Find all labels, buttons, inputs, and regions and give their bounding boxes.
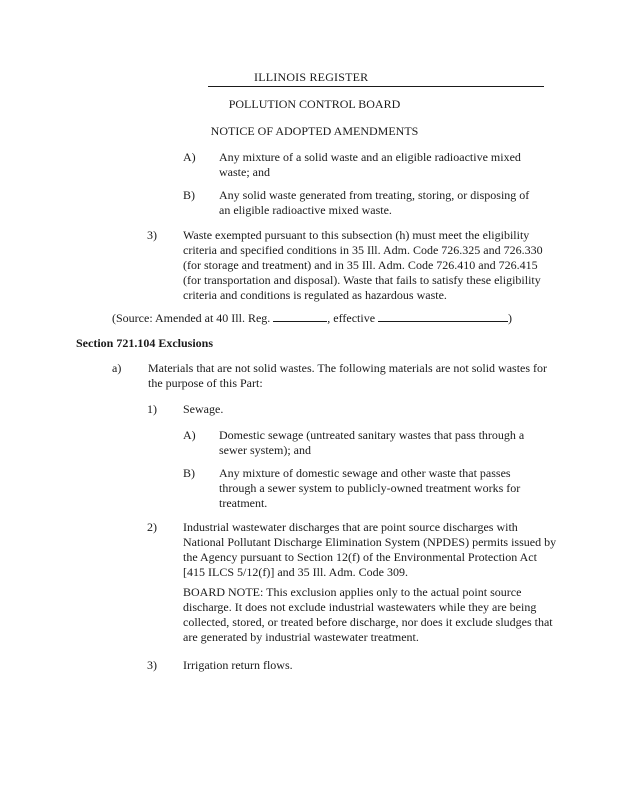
item-label: B) — [183, 188, 195, 202]
item-text: Industrial wastewater discharges that are point source discharges with National Pollutant Discharge Elimination System (NPDES) permits issued by the Agency pursuant to Section 12(f) of the Environmental Protection Act [415 ILCS 5/12(f)] and 35 Ill. Adm. Code 309. — [183, 520, 557, 579]
section-heading: Section 721.104 Exclusions — [76, 336, 214, 350]
item-label: 3) — [147, 228, 157, 242]
item-label: 1) — [147, 402, 157, 416]
source-suffix: ) — [508, 311, 513, 325]
item-text: Any mixture of domestic sewage and other waste that passes through a sewer system to publicly-owned treatment works for treatment. — [219, 466, 521, 510]
agency-name: POLLUTION CONTROL BOARD — [228, 97, 401, 111]
board-note: BOARD NOTE: This exclusion applies only to the actual point source discharge. It does not exclude industrial wastewaters while they are being collected, stored, or treated before discharge, nor does it exclude sludges that are generated by industrial wastewater treatment. — [183, 585, 553, 644]
notice-title: NOTICE OF ADOPTED AMENDMENTS — [210, 124, 419, 138]
item-text: Any mixture of a solid waste and an eligible radioactive mixed waste; and — [219, 150, 521, 179]
item-label: B) — [183, 466, 195, 480]
item-text: Materials that are not solid wastes. The following materials are not solid wastes for the purpose of this Part: — [148, 361, 548, 390]
running-head: ILLINOIS REGISTER — [208, 70, 544, 87]
item-text: Waste exempted pursuant to this subsection (h) must meet the eligibility criteria and specified conditions in 35 Ill. Adm. Code 726.325 and 726.330 (for storage and treatment) and in 35 Ill. Adm. Code 726.410 and 726.415 (for transportation and disposal). Waste that fails to satisfy these eligibility criteria and conditions is regulated as hazardous waste. — [183, 228, 543, 302]
source-note — [112, 310, 532, 326]
blank-line — [273, 310, 327, 322]
item-text: Domestic sewage (untreated sanitary wastes that pass through a sewer system); and — [219, 428, 525, 457]
source-prefix: (Source: Amended at 40 Ill. Reg. — [112, 311, 271, 325]
item-label: 3) — [147, 658, 157, 672]
item-label: a) — [112, 361, 122, 375]
item-label: A) — [183, 150, 196, 164]
item-label: 2) — [147, 520, 157, 534]
item-text: Any solid waste generated from treating, storing, or disposing of an eligible radioactive mixed waste. — [219, 188, 530, 217]
item-label: A) — [183, 428, 196, 442]
item-text: Irrigation return flows. — [183, 658, 293, 672]
source-middle: , effective — [327, 311, 376, 325]
item-text: Sewage. — [183, 402, 224, 416]
blank-line — [378, 310, 508, 322]
